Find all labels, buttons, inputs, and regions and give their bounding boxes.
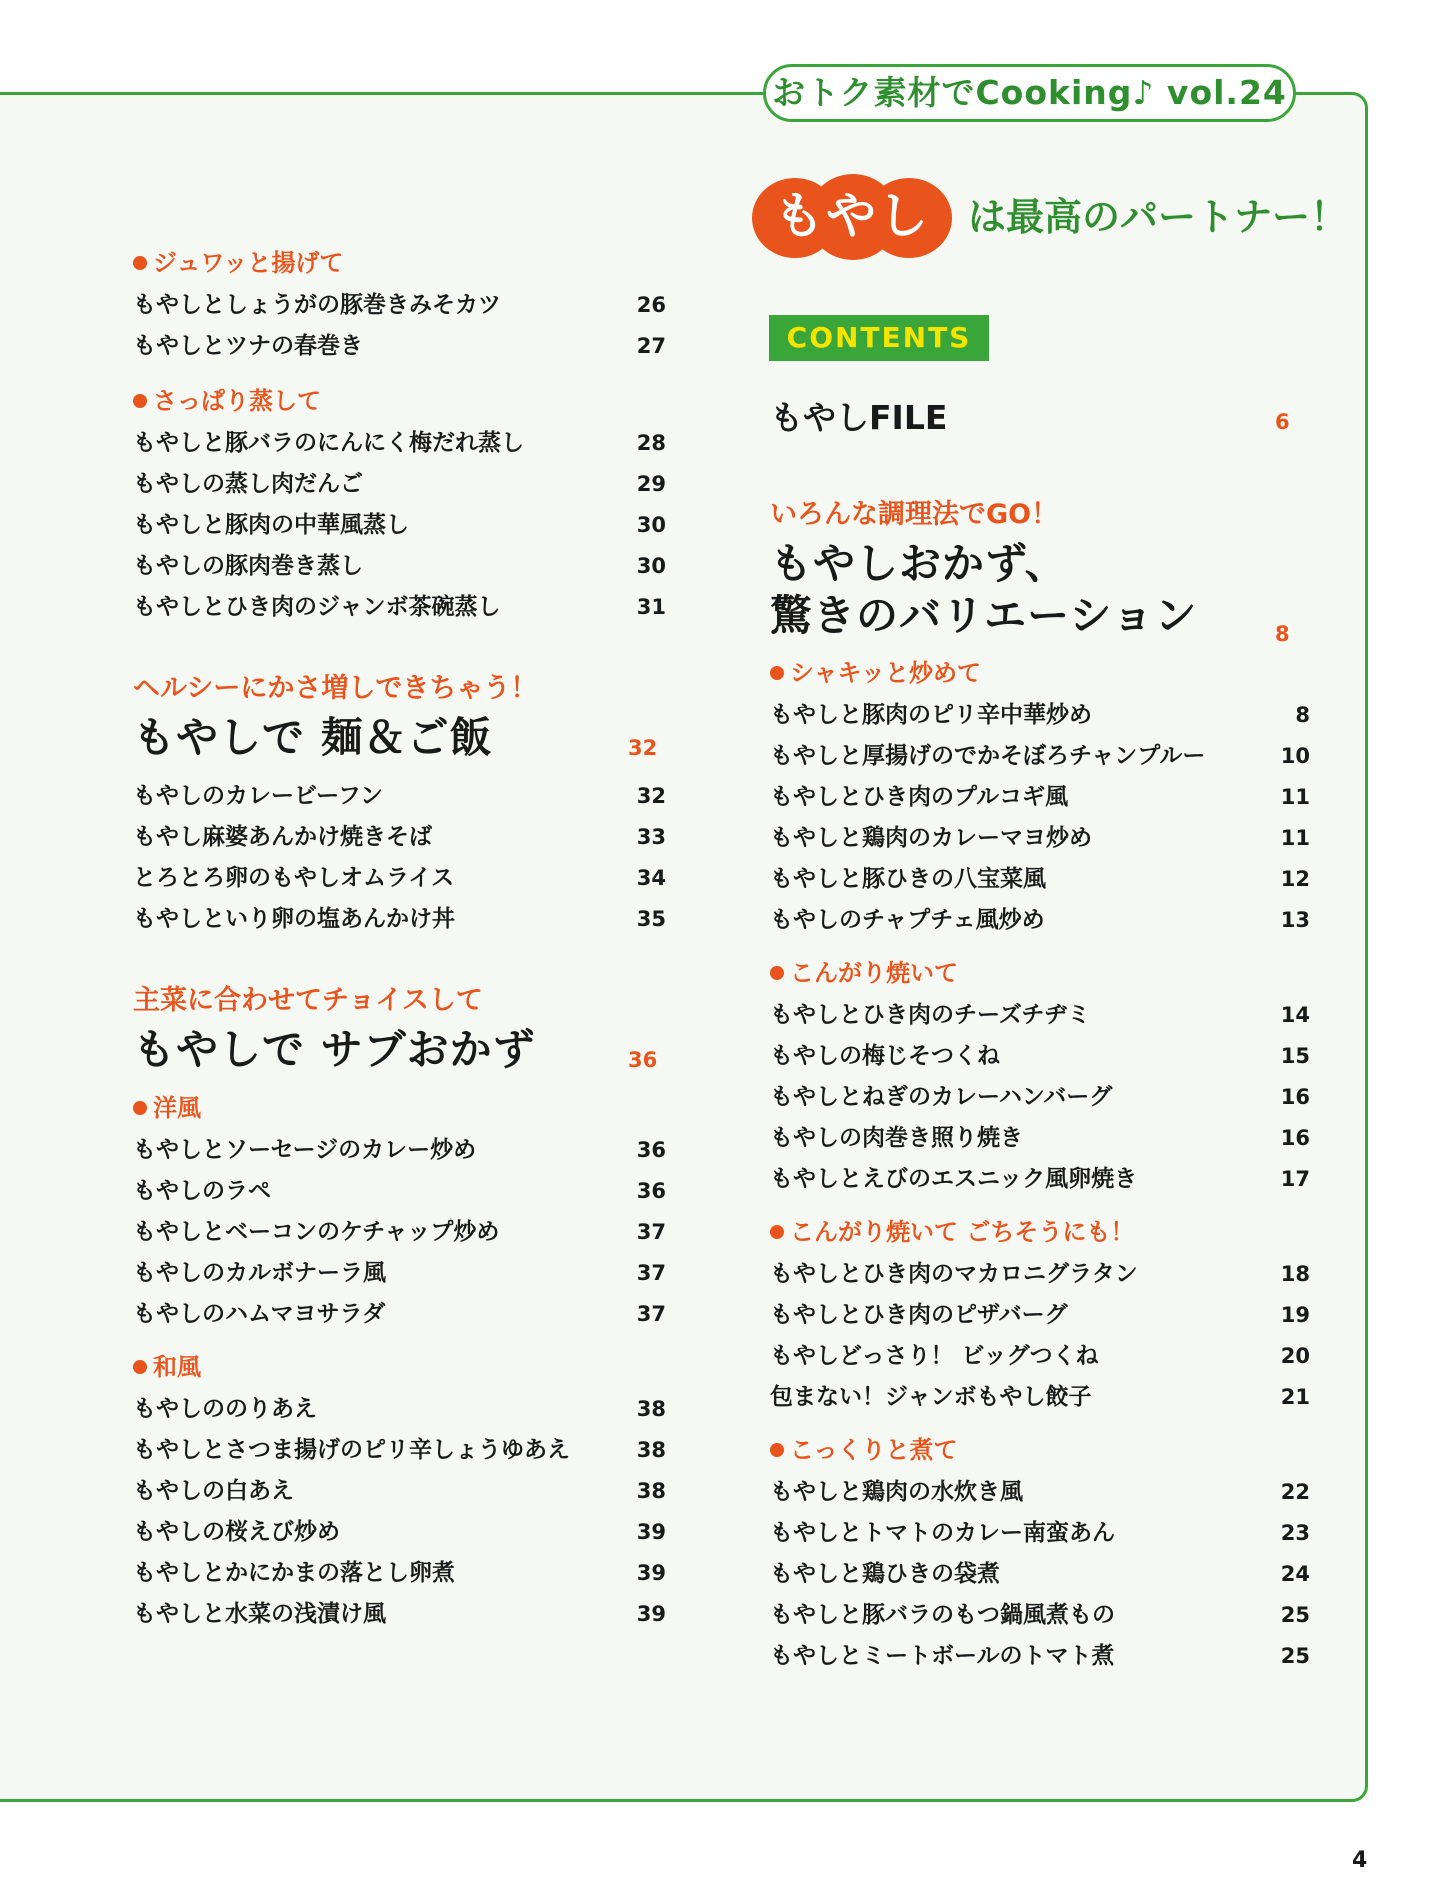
entry-page: 39 bbox=[636, 1561, 666, 1585]
toc-entry[interactable] bbox=[770, 1077, 1310, 1118]
entry-title: とろとろ卵のもやしオムライス bbox=[133, 865, 455, 891]
entry-title: もやしのハムマヨサラダ bbox=[133, 1301, 386, 1327]
entry-title: もやしとひき肉のマカロニグラタン bbox=[770, 1261, 1138, 1287]
entry-title: もやし麻婆あんかけ焼きそば bbox=[133, 824, 432, 850]
entry-title: 包まない！ジャンボもやし餃子 bbox=[770, 1384, 1092, 1410]
category-label: 洋風 bbox=[153, 1094, 201, 1122]
toc-entry[interactable] bbox=[770, 1118, 1310, 1159]
category-heading bbox=[770, 651, 1290, 695]
entry-page: 21 bbox=[1280, 1385, 1310, 1409]
toc-entry[interactable] bbox=[770, 1336, 1310, 1377]
entry-page: 35 bbox=[636, 907, 666, 931]
entry-page: 25 bbox=[1280, 1644, 1310, 1668]
entry-page: 23 bbox=[1280, 1521, 1310, 1545]
entry-page: 39 bbox=[636, 1520, 666, 1544]
entry-page: 20 bbox=[1280, 1344, 1310, 1368]
entry-page: 30 bbox=[636, 554, 666, 578]
toc-entry[interactable] bbox=[133, 505, 666, 546]
category-heading bbox=[770, 951, 1290, 995]
toc-entry[interactable] bbox=[770, 1472, 1310, 1513]
toc-entry[interactable] bbox=[770, 995, 1310, 1036]
entry-page: 28 bbox=[636, 431, 666, 455]
entry-title: もやしの豚肉巻き蒸し bbox=[133, 553, 363, 579]
category-heading bbox=[133, 379, 653, 423]
entry-title: もやしとツナの春巻き bbox=[133, 333, 363, 359]
toc-entry[interactable] bbox=[133, 423, 666, 464]
page-number: 4 bbox=[1352, 1848, 1368, 1873]
category-label: こっくりと煮て bbox=[790, 1436, 958, 1464]
entry-page: 12 bbox=[1280, 867, 1310, 891]
toc-entry[interactable] bbox=[133, 1594, 666, 1635]
toc-entry[interactable] bbox=[770, 900, 1310, 941]
bullet-icon bbox=[770, 966, 784, 980]
chapter-side-title bbox=[133, 1024, 658, 1076]
entry-page: 10 bbox=[1280, 744, 1310, 768]
entry-page: 39 bbox=[636, 1602, 666, 1626]
bullet-icon bbox=[133, 256, 147, 270]
entry-page: 8 bbox=[1295, 703, 1310, 727]
toc-entry[interactable] bbox=[770, 1036, 1310, 1077]
entry-page: 14 bbox=[1280, 1003, 1310, 1027]
entry-title: もやしの蒸し肉だんご bbox=[133, 471, 363, 497]
cat-block bbox=[770, 1428, 1310, 1677]
entry-page: 13 bbox=[1280, 908, 1310, 932]
category-label: シャキッと炒めて bbox=[790, 659, 982, 687]
entry-title: もやしとベーコンのケチャップ炒め bbox=[133, 1219, 500, 1245]
toc-entry[interactable] bbox=[770, 1377, 1310, 1418]
toc-entry[interactable] bbox=[770, 1254, 1310, 1295]
title-highlight: もやし bbox=[774, 187, 930, 245]
category-heading bbox=[133, 1345, 653, 1389]
cat-block bbox=[133, 379, 666, 628]
entry-page: 36 bbox=[636, 1138, 666, 1162]
toc-entry[interactable] bbox=[133, 1130, 666, 1171]
cat-block bbox=[770, 1210, 1310, 1418]
chapter-main-title-2 bbox=[770, 590, 1290, 646]
entry-title: もやしとトマトのカレー南蛮あん bbox=[770, 1520, 1115, 1546]
entry-page: 38 bbox=[636, 1479, 666, 1503]
series-label: おトク素材でCooking♪ vol.24 bbox=[763, 64, 1296, 122]
entry-page: 24 bbox=[1280, 1562, 1310, 1586]
entry-title: もやしのカルボナーラ風 bbox=[133, 1260, 386, 1286]
toc-entry[interactable] bbox=[770, 1554, 1310, 1595]
chapter-side-sup: 主菜に合わせてチョイスして bbox=[133, 985, 483, 1016]
toc-entry[interactable] bbox=[133, 1389, 666, 1430]
toc-entry[interactable] bbox=[133, 1212, 666, 1253]
noodle-entries bbox=[133, 776, 666, 940]
toc-entry[interactable] bbox=[133, 285, 666, 326]
entry-page: 19 bbox=[1280, 1303, 1310, 1327]
entry-page: 37 bbox=[636, 1261, 666, 1285]
toc-file-entry[interactable] bbox=[770, 393, 1290, 443]
category-label: ジュワッと揚げて bbox=[153, 249, 344, 277]
entry-title: もやしとかにかまの落とし卵煮 bbox=[133, 1560, 455, 1586]
toc-entry[interactable] bbox=[133, 858, 666, 899]
toc-entry[interactable] bbox=[770, 777, 1310, 818]
chapter-main-page: 8 bbox=[1275, 622, 1290, 646]
entry-page: 31 bbox=[636, 595, 666, 619]
entry-title: もやしと水菜の浅漬け風 bbox=[133, 1601, 386, 1627]
entry-page: 22 bbox=[1280, 1480, 1310, 1504]
entry-title: もやしのラペ bbox=[133, 1178, 271, 1204]
entry-title: もやしとさつま揚げのピリ辛しょうゆあえ bbox=[133, 1437, 570, 1463]
entry-page: 34 bbox=[636, 866, 666, 890]
category-label: こんがり焼いて bbox=[790, 959, 958, 987]
title-subtitle: は最高のパートナー！ bbox=[968, 195, 1349, 239]
bullet-icon bbox=[133, 394, 147, 408]
entry-title: もやしと豚バラのもつ鍋風煮もの bbox=[770, 1602, 1115, 1628]
bullet-icon bbox=[770, 666, 784, 680]
entry-title: もやしといり卵の塩あんかけ丼 bbox=[133, 906, 455, 932]
entry-page: 37 bbox=[636, 1220, 666, 1244]
entry-title: もやしと厚揚げのでかそぼろチャンプルー bbox=[770, 743, 1206, 769]
entry-title: もやしとひき肉のチーズチヂミ bbox=[770, 1002, 1091, 1028]
toc-entry[interactable] bbox=[133, 326, 666, 367]
toc-entry[interactable] bbox=[770, 736, 1310, 777]
entry-title: もやしと鶏ひきの袋煮 bbox=[770, 1561, 1000, 1587]
toc-entry[interactable] bbox=[133, 1171, 666, 1212]
toc-entry[interactable] bbox=[133, 776, 666, 817]
entry-title: もやしとしょうがの豚巻きみそカツ bbox=[133, 292, 501, 318]
chapter-side-page: 36 bbox=[628, 1048, 658, 1072]
entry-title: もやしと豚ひきの八宝菜風 bbox=[770, 866, 1046, 892]
title-highlight-blob bbox=[752, 174, 952, 260]
category-heading bbox=[770, 1428, 1290, 1472]
right-categories bbox=[770, 651, 1310, 1677]
bullet-icon bbox=[770, 1443, 784, 1457]
entry-title: もやしのチャプチェ風炒め bbox=[770, 907, 1045, 933]
entry-page: 37 bbox=[636, 1302, 666, 1326]
entry-page: 25 bbox=[1280, 1603, 1310, 1627]
chapter-main bbox=[770, 496, 1290, 646]
toc-entry[interactable] bbox=[770, 1295, 1310, 1336]
toc-entry[interactable] bbox=[133, 1253, 666, 1294]
cat-block bbox=[133, 1086, 666, 1335]
cat-block bbox=[133, 241, 666, 367]
toc-entry[interactable] bbox=[133, 546, 666, 587]
chapter-main-title-1: もやしおかず、 bbox=[770, 539, 1068, 588]
chapter-noodle-sup: ヘルシーにかさ増しできちゃう！ bbox=[133, 673, 538, 704]
entry-title: もやしの梅じそつくね bbox=[770, 1043, 1000, 1069]
entry-title: もやしとひき肉のプルコギ風 bbox=[770, 784, 1069, 810]
category-heading bbox=[770, 1210, 1290, 1254]
category-label: さっぱり蒸して bbox=[153, 387, 321, 415]
toc-entry[interactable] bbox=[133, 1553, 666, 1594]
chapter-noodle-page: 32 bbox=[628, 736, 658, 760]
entry-title: もやしとひき肉のピザバーグ bbox=[770, 1302, 1068, 1328]
chapter-side bbox=[133, 982, 666, 1635]
file-entry-label: もやしFILE bbox=[770, 398, 948, 437]
toc-entry[interactable] bbox=[770, 695, 1310, 736]
toc-entry[interactable] bbox=[133, 1294, 666, 1335]
file-entry-page: 6 bbox=[1275, 410, 1290, 434]
entry-page: 36 bbox=[636, 1179, 666, 1203]
entry-page: 17 bbox=[1280, 1167, 1310, 1191]
cat-block bbox=[770, 651, 1310, 941]
entry-page: 32 bbox=[636, 784, 666, 808]
cat-block bbox=[770, 951, 1310, 1200]
category-label: 和風 bbox=[153, 1353, 201, 1381]
toc-entry[interactable] bbox=[770, 1636, 1310, 1677]
category-heading bbox=[133, 1086, 653, 1130]
entry-title: もやしどっさり！ ビッグつくね bbox=[770, 1343, 1099, 1369]
toc-entry[interactable] bbox=[133, 1512, 666, 1553]
chapter-noodle-title bbox=[133, 712, 658, 764]
toc-entry[interactable] bbox=[133, 1430, 666, 1471]
entry-title: もやしとミートボールのトマト煮 bbox=[770, 1643, 1115, 1669]
bullet-icon bbox=[133, 1101, 147, 1115]
category-heading bbox=[133, 241, 653, 285]
bullet-icon bbox=[133, 1360, 147, 1374]
chapter-main-sup: いろんな調理法でGO！ bbox=[770, 499, 1059, 530]
entry-title: もやしと豚肉の中華風蒸し bbox=[133, 512, 409, 538]
cat-block bbox=[133, 1345, 666, 1635]
entry-title: もやしののりあえ bbox=[133, 1396, 317, 1422]
entry-title: もやしの肉巻き照り焼き bbox=[770, 1125, 1023, 1151]
entry-page: 30 bbox=[636, 513, 666, 537]
entry-title: もやしとソーセージのカレー炒め bbox=[133, 1137, 477, 1163]
entry-title: もやしの桜えび炒め bbox=[133, 1519, 340, 1545]
toc-entry[interactable] bbox=[133, 464, 666, 505]
entry-title: もやしと豚肉のピリ辛中華炒め bbox=[770, 702, 1092, 728]
entry-page: 38 bbox=[636, 1397, 666, 1421]
entry-page: 15 bbox=[1280, 1044, 1310, 1068]
entry-title: もやしとひき肉のジャンボ茶碗蒸し bbox=[133, 594, 501, 620]
entry-title: もやしの白あえ bbox=[133, 1478, 294, 1504]
chapter-side-title-text: もやしで サブおかず bbox=[133, 1025, 536, 1074]
toc-entry[interactable] bbox=[133, 587, 666, 628]
chapter-main-title-2-text: 驚きのバリエーション bbox=[770, 591, 1198, 640]
toc-entry[interactable] bbox=[133, 1471, 666, 1512]
entry-page: 11 bbox=[1280, 826, 1310, 850]
chapter-noodle-title-text: もやしで 麺＆ご飯 bbox=[133, 713, 493, 762]
entry-page: 16 bbox=[1280, 1126, 1310, 1150]
entry-title: もやしのカレービーフン bbox=[133, 783, 384, 809]
toc-entry[interactable] bbox=[770, 1513, 1310, 1554]
entry-page: 26 bbox=[636, 293, 666, 317]
left-top-categories bbox=[133, 241, 666, 628]
entry-title: もやしとえびのエスニック風卵焼き bbox=[770, 1166, 1138, 1192]
entry-title: もやしと豚バラのにんにく梅だれ蒸し bbox=[133, 430, 524, 456]
toc-entry[interactable] bbox=[770, 859, 1310, 900]
entry-page: 18 bbox=[1280, 1262, 1310, 1286]
entry-title: もやしと鶏肉のカレーマヨ炒め bbox=[770, 825, 1092, 851]
toc-entry[interactable] bbox=[133, 817, 666, 858]
entry-title: もやしと鶏肉の水炊き風 bbox=[770, 1479, 1023, 1505]
entry-page: 27 bbox=[636, 334, 666, 358]
entry-page: 11 bbox=[1280, 785, 1310, 809]
toc-entry[interactable] bbox=[770, 1159, 1310, 1200]
bullet-icon bbox=[770, 1225, 784, 1239]
entry-title: もやしとねぎのカレーハンバーグ bbox=[770, 1084, 1113, 1110]
category-label: こんがり焼いて ごちそうにも！ bbox=[790, 1218, 1135, 1246]
toc-entry[interactable] bbox=[770, 818, 1310, 859]
contents-badge: CONTENTS bbox=[769, 315, 989, 361]
toc-entry[interactable] bbox=[133, 899, 666, 940]
entry-page: 33 bbox=[636, 825, 666, 849]
entry-page: 29 bbox=[636, 472, 666, 496]
entry-page: 38 bbox=[636, 1438, 666, 1462]
entry-page: 16 bbox=[1280, 1085, 1310, 1109]
chapter-noodle bbox=[133, 670, 666, 940]
toc-entry[interactable] bbox=[770, 1595, 1310, 1636]
